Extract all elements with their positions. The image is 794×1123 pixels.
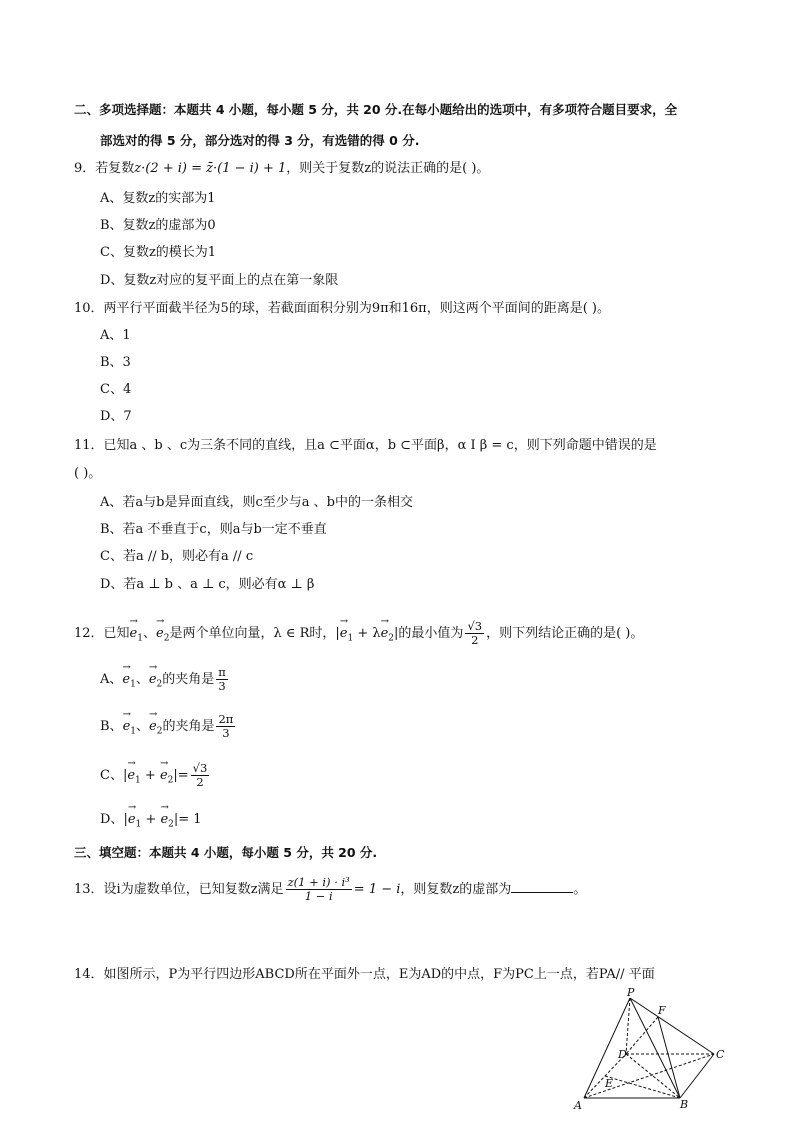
label-P: P (627, 988, 635, 999)
q10-option-a: A、1 (100, 328, 131, 343)
q12-stem-suffix: ，则下列结论正确的是( )。 (486, 626, 644, 641)
q13-stem-end: 。 (573, 882, 587, 897)
section2-heading (74, 102, 677, 118)
q12-option-a: A、→ $e_1$、→ $e_2$的夹角是 $\frac{\pi}{3}$ (100, 661, 230, 700)
q12-option-c-fraction (191, 762, 210, 789)
segment-AC (584, 1054, 714, 1098)
q12-stem-prefix: 12．已知 (74, 626, 130, 641)
q12-option-a-den: 3 (218, 679, 226, 693)
label-E: E (605, 1077, 614, 1090)
q11-option-a: A、若a与b是异面直线，则c至少与a 、b中的一条相交 (100, 495, 413, 510)
q11-option-b: B、若a 不垂直于c，则a与b一定不垂直 (100, 522, 327, 537)
q12-option-b-prefix: B、 (100, 719, 123, 734)
q12-option-b-num: 2π (218, 712, 234, 726)
q12-option-a-text: 的夹角是 (162, 672, 215, 687)
q13-stem-eq: = 1 − i (353, 882, 401, 897)
q12-stem-mid2: 的最小值为 (398, 626, 464, 641)
q10-option-c: C、4 (100, 382, 132, 397)
section2-desc-line1: 本题共 4 小题，每小题 5 分，共 20 分.在每小题给出的选项中，有多项符合题目要求，全 (174, 102, 678, 117)
q12-option-d-prefix: D、 (100, 812, 124, 827)
q12-stem: 12．已知→ $e_1$、→ $e_2$是两个单位向量，λ ∈ R时，|→ $e_1 + \lambda\to e_2|$的最小值为 $\frac{√3}{2}$ ，则下列结论正确的是( )。 (74, 615, 643, 654)
q13-frac-num: z(1 + i) · i³ (287, 875, 350, 889)
e1-vector: → $e_1$ (130, 615, 143, 654)
section2-title: 二、多项选择题： (74, 102, 175, 117)
e2-vector: → $e_2$ (149, 708, 162, 747)
label-F: F (658, 1004, 666, 1017)
q14-stem: 14．如图所示，P为平行四边形ABCD所在平面外一点，E为AD的中点，F为PC上一点，若PA// 平面 (74, 967, 655, 982)
label-C: C (716, 1048, 725, 1061)
q9-stem (74, 161, 489, 177)
q12-option-a-prefix: A、 (100, 672, 123, 687)
section3-desc: 本题共 4 小题，每小题 5 分，共 20 分. (149, 845, 378, 860)
q9-option-c: C、复数z的模长为1 (100, 245, 217, 260)
q11-option-c: C、若a // b，则必有a // c (100, 549, 254, 564)
section3-title: 三、填空题： (74, 845, 150, 860)
segment-EB (605, 1076, 680, 1098)
q13-frac-den: 1 − i (304, 889, 333, 903)
edge-BC (680, 1054, 714, 1098)
q9-stem-suffix: ，则关于复数z的说法正确的是( )。 (286, 161, 490, 176)
edge-PC (630, 998, 714, 1054)
edge-PB (630, 998, 680, 1098)
q12-option-b-text: 的夹角是 (162, 719, 215, 734)
e1-vector: → $e_1$ (128, 801, 141, 840)
e1-vector: → $e_1$ (127, 757, 140, 796)
q13-fraction (286, 876, 352, 903)
q11-option-d: D、若a ⊥ b 、a ⊥ c，则必有α ⊥ β (100, 577, 315, 592)
e1-vector: → $e_1$ (122, 661, 135, 700)
q13-answer-blank[interactable] (511, 880, 573, 893)
q12-option-a-fraction (216, 666, 228, 693)
e2-vector: → $e_2$ (160, 801, 173, 840)
q12-option-c-prefix: C、 (100, 768, 123, 783)
q9-option-d: D、复数z对应的复平面上的点在第一象限 (100, 273, 339, 288)
q12-option-a-num: π (218, 665, 226, 679)
q12-min-den: 2 (471, 633, 479, 647)
e2-vector: → $e_2$ (160, 757, 173, 796)
q13-stem (74, 873, 586, 907)
q10-option-d: D、7 (100, 409, 132, 424)
q12-option-d-value: 1 (193, 812, 202, 827)
e2-vector: → $e_2$ (381, 615, 394, 654)
label-A: A (574, 1099, 582, 1112)
section3-heading (74, 845, 377, 861)
q12-option-d: D、|→ $e_1$ + → $e_2|= 1$ (100, 801, 202, 840)
q9-stem-prefix: 9．若复数 (74, 161, 135, 176)
q12-min-num: √3 (467, 619, 483, 633)
e2-vector: → $e_2$ (149, 661, 162, 700)
q12-option-c: C、|→ $e_1$ + → $e_2|=$ $\frac{√3}{2}$ (100, 757, 211, 796)
q13-stem-prefix: 13．设i为虚数单位，已知复数z满足 (74, 882, 284, 897)
e1-vector: → $e_1$ (340, 615, 353, 654)
q12-min-fraction (465, 620, 484, 647)
pyramid-figure (570, 988, 730, 1118)
segment-DB (626, 1054, 680, 1098)
q12-option-b-fraction (216, 713, 235, 740)
q11-stem-line1: 11．已知a 、b 、c为三条不同的直线，且a ⊂平面α，b ⊂平面β，α I β = c，则下列命题中错误的是 (74, 438, 657, 453)
label-B: B (680, 1098, 689, 1111)
q11-stem-line2: ( )。 (74, 466, 102, 481)
label-D: D (618, 1048, 627, 1061)
q12-option-c-den: 2 (196, 775, 204, 789)
q12-option-b: B、→ $e_1$、→ $e_2$的夹角是 $\frac{2\pi}{3}$ (100, 708, 237, 747)
q10-option-b: B、3 (100, 355, 131, 370)
q12-stem-mid1: 是两个单位向量，λ ∈ R时， (169, 626, 336, 641)
section2-desc-line2: 部选对的得 5 分，部分选对的得 3 分，有选错的得 0 分. (100, 133, 420, 148)
e2-vector: → $e_2$ (156, 615, 169, 654)
q9-option-b: B、复数z的虚部为0 (100, 218, 216, 233)
q10-stem: 10．两平行平面截半径为5的球，若截面面积分别为9π和16π，则这两个平面间的距离是( )。 (74, 301, 610, 316)
q9-stem-eq: z·(2 + i) = z̄·(1 − i) + 1 (134, 161, 287, 176)
q12-option-c-num: √3 (192, 761, 208, 775)
q9-option-a: A、复数z的实部为1 (100, 191, 216, 206)
q12-option-b-den: 3 (222, 726, 230, 740)
e1-vector: → $e_1$ (123, 708, 136, 747)
q13-stem-suffix: ，则复数z的虚部为 (400, 882, 512, 897)
